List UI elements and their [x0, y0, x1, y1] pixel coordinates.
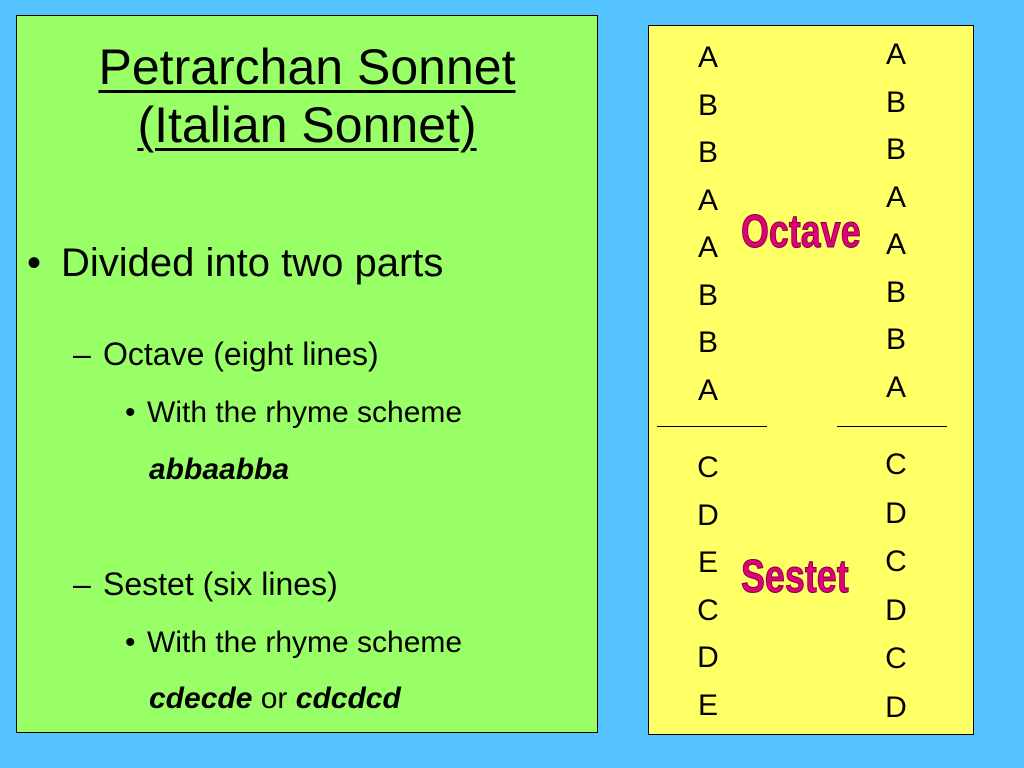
- right-octave-letter: A: [885, 38, 906, 71]
- left-octave-letter: A: [697, 373, 718, 407]
- right-divider: [837, 426, 947, 427]
- right-sestet-letter: C: [885, 545, 907, 578]
- sestet-detail-text: With the rhyme scheme: [147, 626, 463, 659]
- rhyme-panel: [648, 25, 974, 735]
- left-octave-letter: B: [697, 326, 718, 359]
- left-octave-column: [683, 34, 733, 414]
- right-sestet-letter: D: [885, 690, 907, 724]
- left-divider: [657, 426, 767, 427]
- right-sestet-column: [871, 441, 921, 732]
- left-sestet-letter: E: [697, 546, 718, 579]
- left-octave-letter: A: [697, 231, 718, 264]
- right-sestet-letter: D: [885, 496, 907, 530]
- main-bullet-text: Divided into two parts: [61, 241, 444, 285]
- bullet-dot-icon: •: [125, 626, 136, 659]
- bullet-dot-icon: •: [125, 396, 136, 429]
- octave-label: Octave: [741, 205, 861, 257]
- right-octave-letter: B: [885, 85, 906, 119]
- left-sestet-letter: D: [697, 498, 719, 532]
- left-octave-letter: A: [697, 183, 718, 217]
- right-octave-letter: A: [885, 370, 906, 404]
- left-octave-letter: B: [697, 136, 718, 169]
- octave-scheme: [149, 451, 289, 489]
- sestet-bullet-text: Sestet (six lines): [103, 566, 338, 602]
- title-line-2: (Italian Sonnet): [137, 97, 477, 153]
- sestet-scheme-connector: or: [260, 682, 288, 715]
- left-sestet-letter: C: [697, 451, 719, 484]
- dash-icon: –: [73, 566, 91, 602]
- left-octave-letter: B: [697, 88, 718, 122]
- sestet-scheme: [149, 680, 401, 718]
- right-sestet-letter: C: [885, 642, 907, 675]
- page-title: [17, 38, 597, 154]
- content-panel: [16, 15, 598, 733]
- octave-scheme-text: abbaabba: [149, 453, 290, 486]
- left-octave-letter: A: [697, 41, 718, 74]
- right-sestet-letter: C: [885, 448, 907, 481]
- right-octave-letter: B: [885, 275, 906, 309]
- right-octave-letter: B: [885, 133, 906, 166]
- right-octave-column: [871, 31, 921, 411]
- right-octave-letter: A: [885, 228, 906, 261]
- right-octave-letter: B: [885, 323, 906, 356]
- left-sestet-column: [683, 444, 733, 729]
- left-octave-letter: B: [697, 278, 718, 312]
- octave-bullet-text: Octave (eight lines): [103, 336, 379, 372]
- bullet-dot-icon: •: [27, 241, 42, 285]
- sestet-scheme-2: cdcdcd: [295, 682, 401, 715]
- right-octave-letter: A: [885, 180, 906, 214]
- sestet-label: Sestet: [741, 550, 849, 602]
- title-line-1: Petrarchan Sonnet: [98, 39, 516, 95]
- sestet-scheme-1: cdecde: [149, 682, 253, 715]
- left-sestet-letter: D: [697, 641, 719, 674]
- octave-detail-text: With the rhyme scheme: [147, 396, 463, 429]
- dash-icon: –: [73, 336, 91, 372]
- left-sestet-letter: C: [697, 593, 719, 627]
- left-sestet-letter: E: [697, 688, 718, 722]
- right-sestet-letter: D: [885, 593, 907, 627]
